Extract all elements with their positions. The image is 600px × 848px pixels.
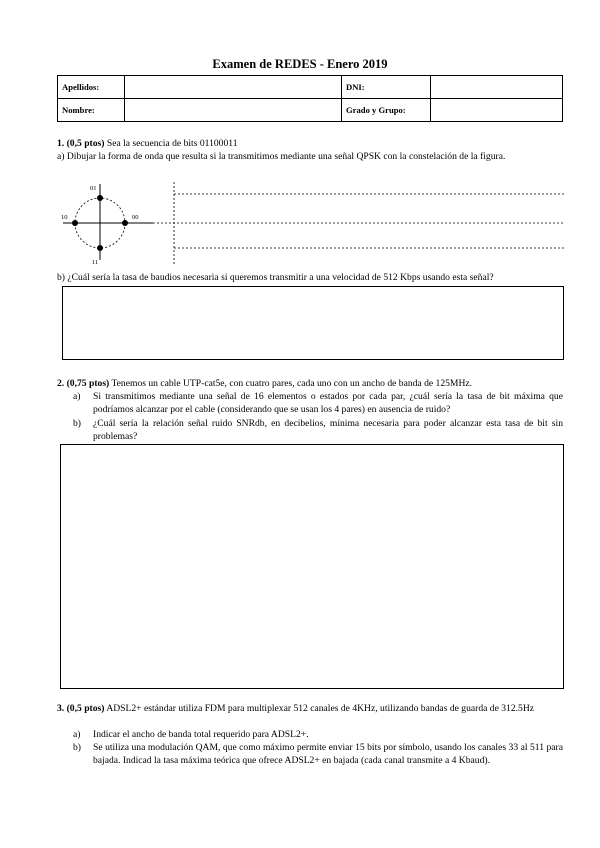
q3-item-a-marker: a) [73, 729, 81, 740]
apellidos-label: Apellidos: [58, 76, 125, 99]
point-11 [97, 245, 103, 251]
q1-points: (0,5 ptos) [66, 138, 105, 149]
apellidos-field[interactable] [125, 76, 342, 99]
qpsk-diagram [57, 180, 567, 270]
point-01 [97, 195, 103, 201]
q2-answer-box[interactable] [60, 444, 564, 689]
q2-item-a-text: Si transmitimos mediante una señal de 16 elementos o estados por cada par, ¿cuál sería la tasa de bit máxima que podríamos alcanzar por el cable (considerando que se usan los 4 pares) en ausencia de ruido? [93, 391, 563, 415]
q2-item-b-marker: b) [73, 418, 81, 429]
q2-item-b-text: ¿Cuál sería la relación señal ruido SNRdb, en decibelios, mínima necesaria para poder alcanzar esta tasa de bit sin problemas? [93, 418, 563, 442]
q2-text: Tenemos un cable UTP-cat5e, con cuatro pares, cada uno con un ancho de banda de 125MHz. [111, 378, 473, 389]
point-10 [72, 220, 78, 226]
page-title: Examen de REDES - Enero 2019 [212, 57, 388, 71]
dni-label: DNI: [342, 76, 431, 99]
nombre-field[interactable] [125, 99, 342, 122]
q2-item-a [73, 391, 563, 416]
q3-item-b [73, 742, 563, 767]
grado-grupo-label: Grado y Grupo: [342, 99, 431, 122]
q3-item-a-text: Indicar el ancho de banda total requerido para ADSL2+. [93, 729, 309, 740]
label-01: 01 [90, 185, 97, 192]
q1-heading [57, 138, 563, 151]
student-info-table [57, 75, 563, 122]
q3-item-a [73, 729, 563, 742]
q1-answer-box[interactable] [62, 286, 564, 360]
q3-item-b-marker: b) [73, 742, 81, 753]
point-00 [122, 220, 128, 226]
grado-grupo-field[interactable] [431, 99, 563, 122]
q3-heading [57, 703, 563, 716]
q2-item-b [73, 418, 563, 443]
q2-item-a-marker: a) [73, 391, 81, 402]
q2-heading [57, 378, 563, 391]
q1-text: Sea la secuencia de bits 01100011 [106, 138, 238, 149]
label-10: 10 [61, 214, 68, 221]
q1-part-b: b) ¿Cuál sería la tasa de baudios necesaria si queremos transmitir a una velocidad de 512 Kbps usando esta señal? [57, 272, 494, 283]
label-11: 11 [92, 259, 99, 266]
q2-number: 2. [57, 378, 65, 389]
nombre-label: Nombre: [58, 99, 125, 122]
q1-part-a: a) Dibujar la forma de onda que resulta si la transmitimos mediante una señal QPSK con la constelación de la figura. [57, 151, 506, 162]
q3-item-b-text: Se utiliza una modulación QAM, que como máximo permite enviar 15 bits por símbolo, usando los canales 33 al 511 para bajada. Indicad la tasa máxima teórica que ofrece ADSL2+ en bajada (cada canal transmite a 4 Kbaud). [93, 742, 563, 766]
q1-number: 1. [57, 138, 65, 149]
q3-text: ADSL2+ estándar utiliza FDM para multiplexar 512 canales de 4KHz, utilizando bandas de guarda de 312.5Hz [106, 703, 535, 714]
q2-points: (0,75 ptos) [66, 378, 110, 389]
label-00: 00 [132, 214, 139, 221]
q3-number: 3. [57, 703, 65, 714]
dni-field[interactable] [431, 76, 563, 99]
q3-points: (0,5 ptos) [66, 703, 105, 714]
